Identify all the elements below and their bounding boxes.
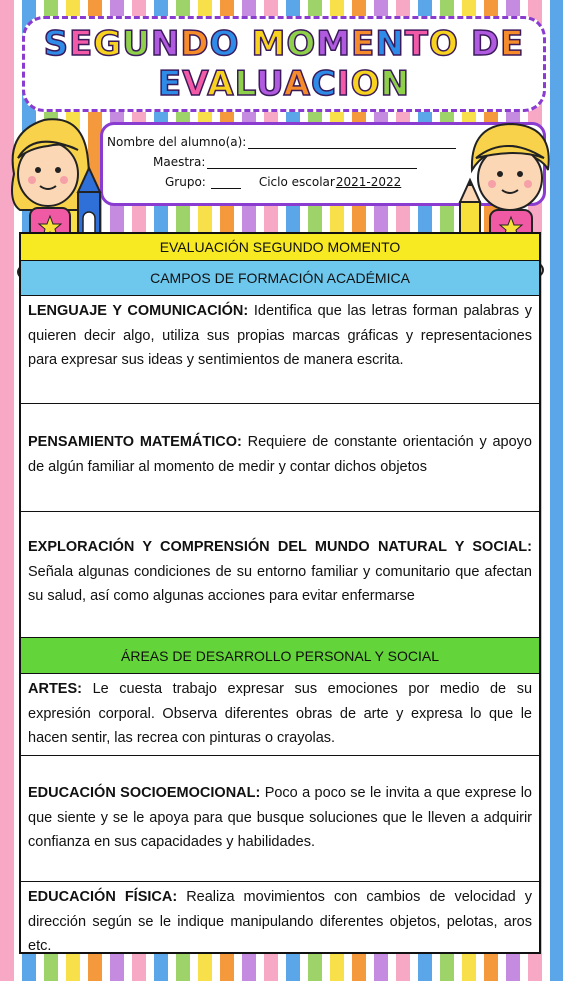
- title-line-2: EVALUACION: [158, 64, 410, 104]
- section-socioemocional: [21, 756, 539, 882]
- section-text: Identifica que las letras forman palabras y quieren decir algo, utiliza sus propias marcas gráficas y representaciones para expresar sus ideas y sentimientos de manera escrita.: [28, 303, 533, 368]
- evaluation-table: [19, 232, 541, 954]
- group-field[interactable]: [211, 176, 241, 189]
- title-banner: [22, 16, 546, 112]
- section-title: EDUCACIÓN SOCIOEMOCIONAL:: [28, 785, 261, 801]
- group-label: Grupo:: [165, 175, 206, 189]
- section-text: Le cuesta trabajo expresar sus emociones por medio de su expresión corporal. Observa diferentes obras de arte y expresa lo que le hacen sentir, las recrea con pinturas o crayolas.: [28, 681, 533, 746]
- section-text: Señala algunas condiciones de su entorno familiar y comunitario que afectan su salud, así como algunas acciones para evitar enfermarse: [28, 563, 532, 604]
- section-text: Poco a poco se le invita a que exprese lo que siente y se le apoya para que busque soluciones que le lleven a adquirir confianza en sus capacidades y habilidades.: [28, 785, 532, 850]
- section-educacion-fisica: [21, 882, 539, 954]
- student-name-label: Nombre del alumno(a):: [107, 135, 247, 149]
- cycle-value: 2021-2022: [335, 175, 402, 189]
- teacher-label: Maestra:: [153, 155, 206, 169]
- section-title: ARTES:: [28, 681, 82, 697]
- group-row: [165, 175, 401, 189]
- areas-header: ÁREAS DE DESARROLLO PERSONAL Y SOCIAL: [21, 638, 539, 674]
- title-line-1: SEGUNDO MOMENTO DE: [43, 24, 525, 64]
- section-artes: [21, 674, 539, 756]
- campos-header: CAMPOS DE FORMACIÓN ACADÉMICA: [21, 261, 539, 296]
- student-name-row: [107, 135, 456, 149]
- cycle-label: Ciclo escolar: [258, 175, 335, 189]
- section-text: Requiere de constante orientación y apoyo de algún familiar al momento de medir y contar dichos objetos: [28, 434, 532, 475]
- teacher-row: [153, 155, 417, 169]
- section-pensamiento: [21, 404, 539, 512]
- section-title: PENSAMIENTO MATEMÁTICO:: [28, 434, 242, 450]
- teacher-field[interactable]: [207, 156, 417, 169]
- student-name-field[interactable]: [248, 136, 456, 149]
- eval-header: EVALUACIÓN SEGUNDO MOMENTO: [21, 234, 539, 261]
- section-exploracion: [21, 512, 539, 638]
- section-title: EDUCACIÓN FÍSICA:: [28, 889, 178, 905]
- section-title: EXPLORACIÓN Y COMPRENSIÓN DEL MUNDO NATURAL Y SOCIAL:: [28, 539, 532, 555]
- section-title: LENGUAJE Y COMUNICACIÓN:: [28, 303, 249, 319]
- section-text: Realiza movimientos con cambios de velocidad y dirección según se le indique manipulando diferentes objetos, pelotas, aros etc.: [28, 889, 532, 954]
- section-lenguaje: [21, 296, 539, 404]
